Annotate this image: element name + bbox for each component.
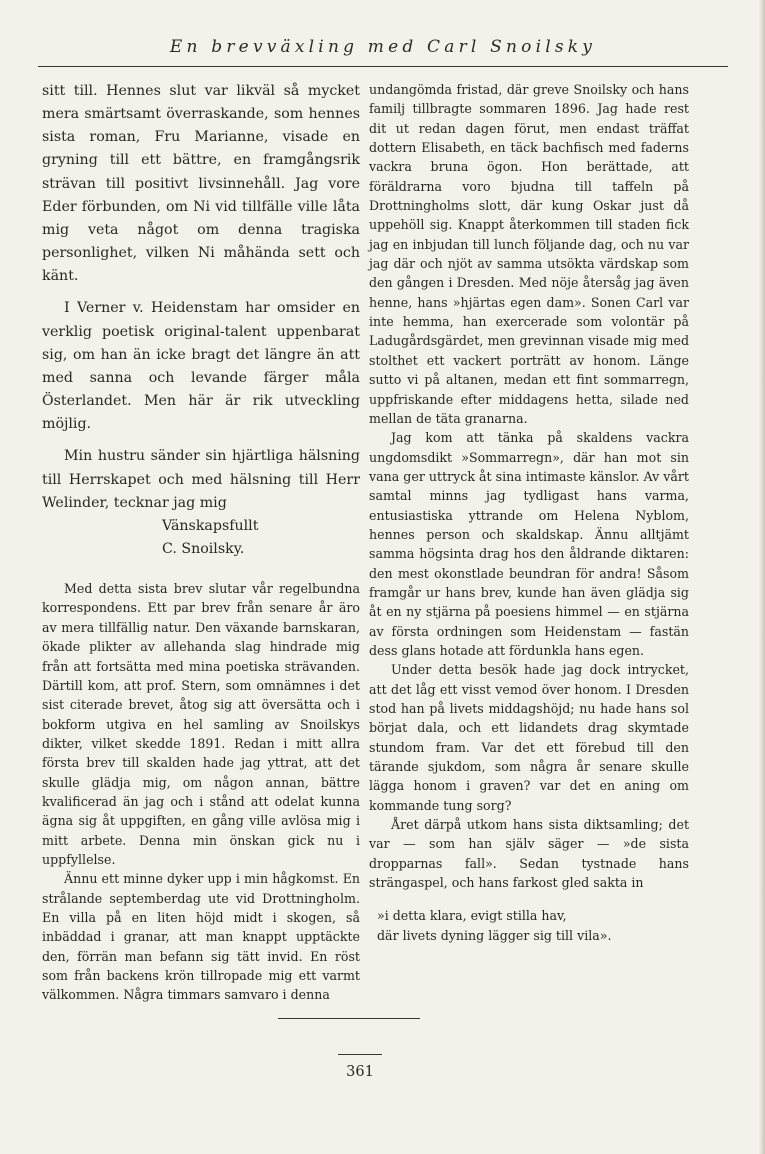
paragraph-small: Året därpå utkom hans sista diktsamling; det var — som han själv säger — »de sista dropparnas fall». Sedan tystnade hans strängaspel, och hans farkost gled sakta in (369, 817, 689, 891)
paragraph: I Verner v. Heidenstam har omsider en verklig poetisk original-talent uppenbarat sig, om han än icke bragt det längre än att med sanna och levande färger måla Österlandet. Men här är rik utveckling möjlig. (42, 300, 360, 433)
signature-name: C. Snoilsky. (162, 540, 245, 557)
right-column (369, 80, 689, 945)
left-column (42, 80, 360, 1005)
page-number-rule (338, 1054, 382, 1055)
paragraph: Min hustru sänder sin hjärtliga hälsning till Herrskapet och med hälsning till Herr Welinder, tecknar jag mig (42, 448, 360, 511)
running-header: En brevväxling med Carl Snoilsky (169, 37, 597, 57)
header-rule (38, 66, 728, 67)
page-edge-shadow (759, 0, 765, 1154)
poem-quote-line: där livets dyning lägger sig till vila». (377, 927, 612, 943)
paragraph-small: Jag kom att tänka på skaldens vackra ungdomsdikt »Sommarregn», där han mot sin vana ger uttryck åt sina intimaste känslor. Av vårt samtal minns jag tydligast hans varma, entusiastiska yttrande om Helena Nyblom, hennes person och skaldskap. Ännu alltjämt samma högsinta drag hos den åldrande diktaren: den mest okonstlade beundran för andra! Såsom framgår ur hans brev, kunde han även glädja sig åt en ny stjärna på poesiens himmel — en stjärna av första ordningen som Heidenstam — fastän dess glans hotade att fördunkla hans egen. (369, 430, 689, 658)
paragraph-small: Under detta besök hade jag dock intrycket, att det låg ett visst vemod över honom. I Dresden stod han på livets middagshöjd; nu hade hans sol börjat dala, och ett lidandets drag skymtade stundom fram. Var det ett förebud till den tärande sjukdom, som några år senare skulle lägga honom i graven? var det en aning om kommande tung sorg? (369, 662, 689, 813)
signature-closing: Vänskapsfullt (162, 517, 259, 534)
end-rule (278, 1018, 420, 1019)
paragraph-small: Ännu ett minne dyker upp i min hågkomst. En strålande septemberdag ute vid Drottningholm. En villa på en liten höjd midt i skogen, så inbäddad i granar, att man knappt upptäckte den, förrän man befann sig tätt invid. En röst som från backens krön tillropade mig ett varmt välkommen. Några timmars samvaro i denna (42, 871, 360, 1003)
poem-quote-line: »i detta klara, evigt stilla hav, (377, 908, 567, 924)
page-number: 361 (346, 1064, 374, 1080)
paragraph-small: undangömda fristad, där greve Snoilsky och hans familj tillbragte sommaren 1896. Jag hade rest dit ut redan dagen förut, men endast träffat dottern Elisabeth, en täck bachfisch med faderns vackra bruna ögon. Hon berättade, att föräldrarna voro bjudna till taffeln på Drottningholms slott, där kung Oskar just då uppehöll sig. Knappt återkommen till staden fick jag en inbjudan till lunch följande dag, och nu var jag där och njöt av samma utsökta värdskap som den gången i Dresden. Med nöje återsåg jag även henne, hans »hjärtas egen dam». Sonen Carl var inte hemma, han exercerade som volontär på Ladugårdsgärdet, men grevinnan visade mig med stolthet ett vackert porträtt av honom. Länge sutto vi på altanen, medan ett fint sommarregn, uppfriskande efter middagens hetta, silade ned mellan de täta granarna. (369, 82, 689, 426)
paragraph: sitt till. Hennes slut var likväl så mycket mera smärtsamt överraskande, som hennes sista roman, Fru Marianne, visade en gryning till ett bättre, en framgångsrik strävan till positivt livsinnehåll. Jag vore Eder förbunden, om Ni vid tillfälle ville låta mig veta något om denna tragiska personlighet, vilken Ni måhända sett och känt. (42, 83, 360, 285)
paragraph-small: Med detta sista brev slutar vår regelbundna korrespondens. Ett par brev från senare år äro av mera tillfällig natur. Den växande barnskaran, ökade plikter av allehanda slag hindrade mig från att fortsätta med mina poetiska strävanden. Därtill kom, att prof. Stern, som omnämnes i det sist citerade brevet, åtog sig att översätta och i bokform utgiva en hel samling av Snoilskys dikter, vilket skedde 1891. Redan i mitt allra första brev till skalden hade jag yttrat, att det skulle glädja mig, om någon annan, bättre kvalificerad än jag och i stånd att odelat kunna ägna sig åt uppgiften, en gång ville avlösa mig i mitt arbete. Denna min önskan gick nu i uppfyllelse. (42, 581, 360, 867)
